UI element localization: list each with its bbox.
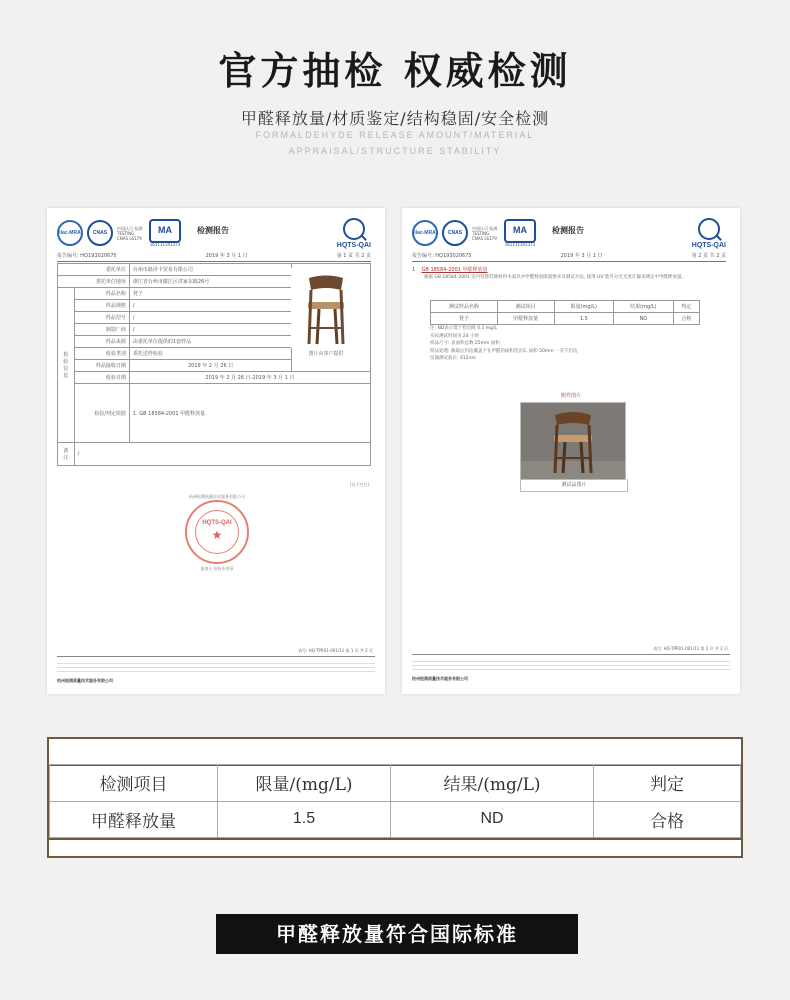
attachment-label: 附件图片 — [560, 393, 581, 399]
row-label: 样品接收日期 — [74, 360, 129, 372]
report-meta — [57, 252, 371, 262]
footer-divider — [412, 654, 730, 655]
stamp-star-icon: ★ — [211, 528, 223, 542]
chair-photo-caption: 图片由客户提供 — [308, 351, 344, 357]
form-number: 表号: HQ-TPR01-001/11 第 1 页 共 2 页 — [298, 648, 373, 653]
row-label: 制造厂商 — [74, 324, 129, 336]
cnas-logo-text: 中国认可 检测 TESTING CNAS L6179 — [472, 225, 498, 241]
stamp-label: HQTS-QAI — [202, 520, 232, 526]
footer-fine-print — [412, 658, 730, 672]
row-label: 样品规格 — [74, 300, 129, 312]
page-title: 官方抽检 权威检测 — [218, 49, 572, 93]
table-header-row — [50, 765, 741, 802]
table-row — [50, 801, 741, 838]
row-value: 2019 年 2 月 26 日-2019 年 3 月 1 日 — [129, 372, 370, 384]
report-date: 2019 年 3 月 1 日 — [560, 253, 603, 259]
report-title: 检测报告 — [552, 226, 584, 235]
page-subtitle: 甲醛释放量/材质鉴定/结构稳固/安全检测 — [240, 109, 550, 128]
ilac-logo-icon: ilac-MRA — [412, 220, 438, 246]
ma-logo-number: 161111341373 — [504, 242, 536, 247]
report-title: 检测报告 — [197, 226, 229, 235]
cell-item: 甲醛释放量 — [50, 801, 218, 838]
table-row — [58, 384, 371, 443]
subtitle-english-line-1: FORMALDEHYDE RELEASE AMOUNT/MATERIAL — [255, 130, 535, 140]
table-header-row: 测试样品名称 测试项目 限量(mg/L) 结果(mg/L) 判定 — [431, 301, 700, 313]
report-page-2 — [402, 208, 740, 694]
remark-label: 备注 — [58, 443, 75, 466]
hqts-magnifier-icon — [698, 218, 720, 240]
certification-logos — [57, 218, 181, 248]
row-label: 样品来源 — [74, 336, 129, 348]
side-label: 检验信息 — [58, 288, 75, 443]
summary-table — [49, 764, 741, 838]
row-value: 2019 年 2 月 26 日 — [129, 360, 291, 372]
row-value: 1. GB 18584-2001 甲醛释放量 — [129, 384, 370, 443]
footer-fine-print — [57, 660, 375, 674]
row-value: / — [129, 312, 291, 324]
report-page: 第 2 页 共 2 页 — [691, 253, 726, 259]
table-row — [58, 443, 371, 466]
header-result: 结果/(mg/L) — [391, 765, 594, 802]
row-label: 检验/判定依据 — [74, 384, 129, 443]
hqts-label: HQTS-QAI — [336, 242, 371, 249]
ilac-logo-icon: ilac-MRA — [57, 220, 83, 246]
hqts-label: HQTS-QAI — [691, 242, 726, 249]
section-heading: 1 GB 18584-2001 甲醛释放量 — [412, 267, 488, 273]
cell-result: ND — [391, 801, 594, 838]
footer-company: 杭州检测质量技术服务有限公司 — [57, 678, 113, 683]
certification-logos — [412, 218, 536, 248]
conclusion-banner: 甲醛释放量符合国际标准 — [216, 914, 578, 954]
row-label: 检验日期 — [74, 372, 129, 384]
cell-judgement: 合格 — [594, 801, 741, 838]
header-limit: 限量/(mg/L) — [218, 765, 391, 802]
row-label: 委托单位地址 — [58, 276, 130, 288]
attachment-caption: 测试品图片 — [520, 479, 628, 492]
cnas-logo-icon: CNAS — [442, 220, 468, 246]
chair-photo — [291, 268, 361, 348]
cnas-logo-icon: CNAS — [87, 220, 113, 246]
footer-divider — [57, 656, 375, 657]
cnas-logo-text: 中国认可 检测 TESTING CNAS L6179 — [117, 225, 143, 241]
remark-value: / — [74, 443, 370, 466]
ma-logo-icon: MA — [149, 219, 181, 243]
subtitle-english-line-2: APPRAISAL/STRUCTURE STABILITY — [288, 146, 502, 156]
report-meta — [412, 252, 726, 262]
hqts-magnifier-icon — [343, 218, 365, 240]
report-page: 第 1 页 共 2 页 — [336, 253, 371, 259]
stamp-top-text: 杭州检测质量技术服务有限公司 — [189, 494, 245, 499]
footer-company: 杭州检测质量技术服务有限公司 — [412, 676, 468, 681]
row-value: / — [129, 300, 291, 312]
hqts-logo — [337, 218, 371, 249]
row-label: 样品型号 — [74, 312, 129, 324]
report-number: 报告编号: HQ193020675 — [57, 253, 117, 259]
table-row — [58, 372, 371, 384]
summary-table-frame — [47, 737, 743, 858]
row-label: 委托单位 — [58, 264, 130, 276]
section-description: 根据 GB 18584-2001 室内装饰装修材料木家具中甲醛释放限量要求及测试方法, 使用 UV 紫外分光光度计器来测定中甲醛释放量。 — [424, 275, 686, 280]
row-label: 样品名称 — [74, 288, 129, 300]
row-label: 检验类别 — [74, 348, 129, 360]
stamp-foot-text: 批准人 检验专用章 — [200, 566, 234, 571]
ma-logo-number: 161111341373 — [149, 242, 181, 247]
result-notes: 注: ND表示低于检出限 0.1 mg/L 实际测试时间为 24 小时 样品尺寸: 表面积总数 25mm 面积 样品处理: 截取后封边覆盖不在甲醛的面积选出5, 面积 50mm 一差不封边 仪器测试波长: 412nm — [430, 326, 578, 361]
header-item: 检测项目 — [50, 765, 218, 802]
official-stamp — [185, 500, 249, 564]
row-value: 凳子 — [129, 288, 291, 300]
result-table — [430, 300, 700, 325]
end-mark: (以下空白) — [349, 482, 369, 487]
row-value: 委托送样检验 — [129, 348, 291, 360]
form-number: 表号: HQ-TPR01-001/11 第 2 页 共 2 页 — [653, 646, 728, 651]
header-judgement: 判定 — [594, 765, 741, 802]
row-value: 台州市路泽卡贸易有限公司 — [129, 264, 291, 276]
report-page-1 — [47, 208, 385, 694]
cell-limit: 1.5 — [218, 801, 391, 838]
row-value: 浙江省台州市椒江区洪家东路26号 — [129, 276, 291, 288]
hqts-logo — [692, 218, 726, 249]
report-number: 报告编号: HQ193020675 — [412, 253, 472, 259]
report-date: 2019 年 3 月 1 日 — [205, 253, 248, 259]
row-value: 由委托单位提供的1套样品 — [129, 336, 291, 348]
ma-logo-icon: MA — [504, 219, 536, 243]
row-value: / — [129, 324, 291, 336]
attachment-photo — [520, 402, 626, 480]
table-row: 凳子 甲醛释放量 1.5 ND 合格 — [431, 313, 700, 325]
